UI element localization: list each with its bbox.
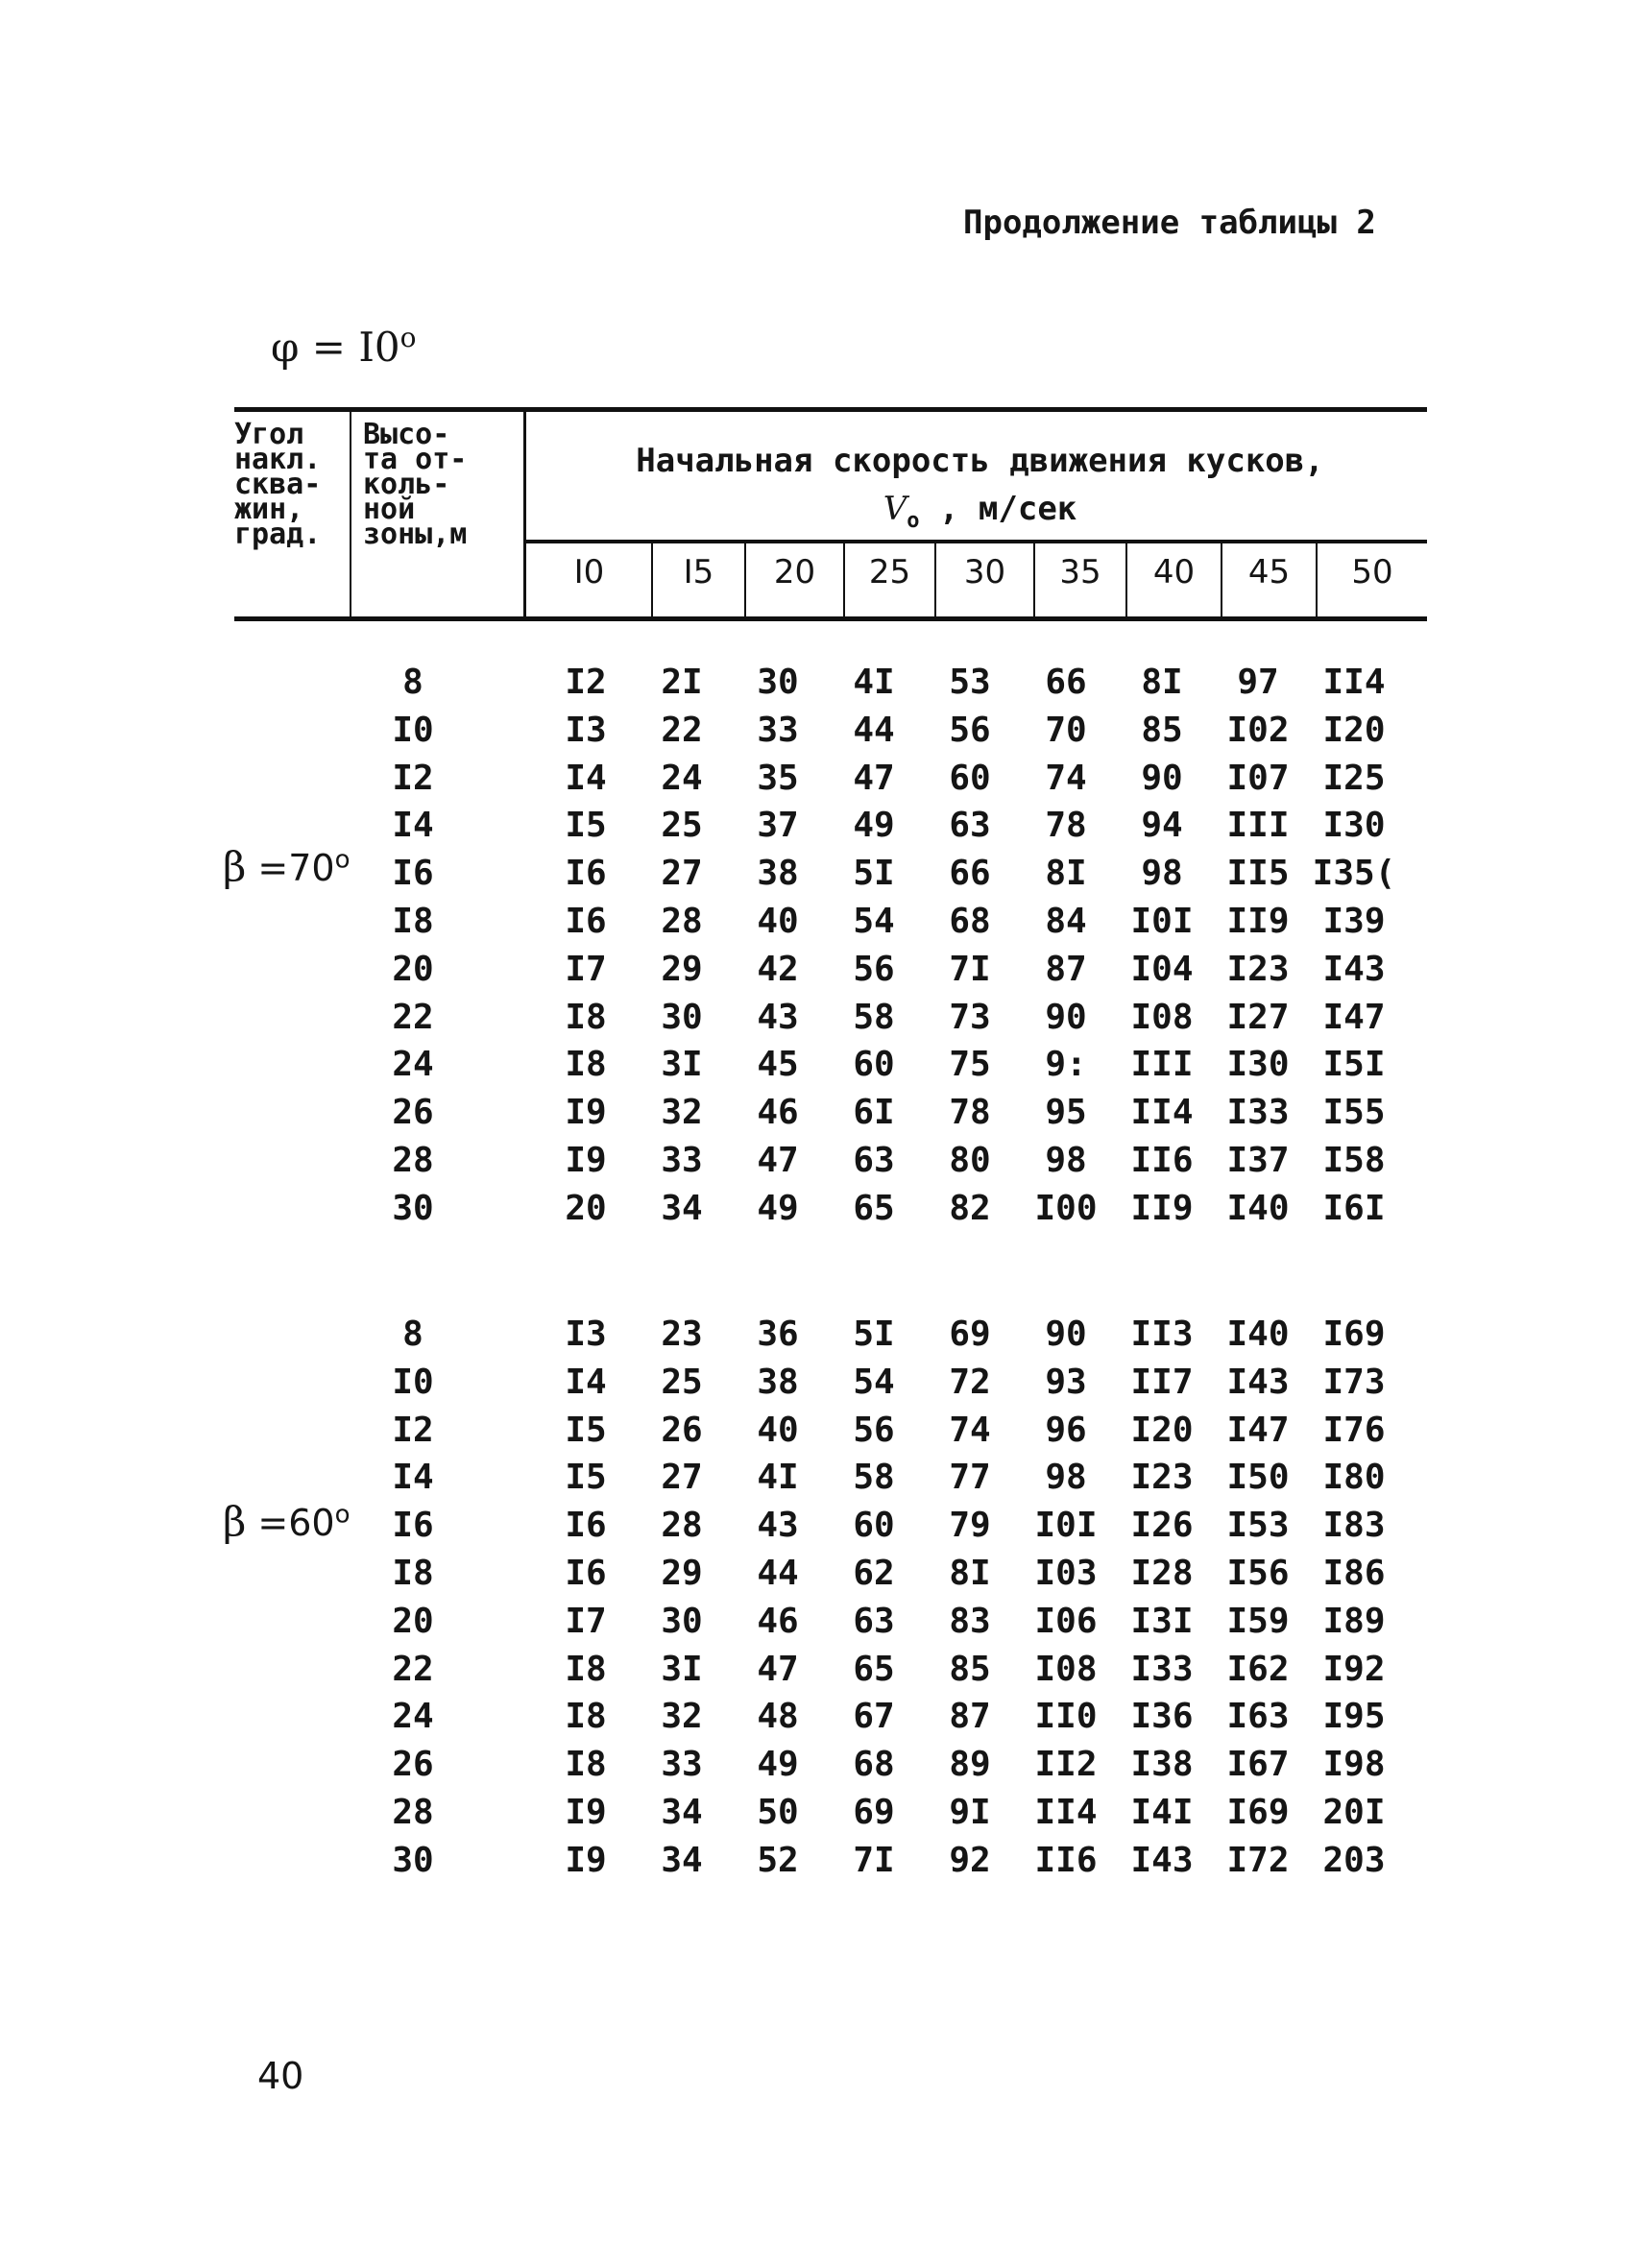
- height-cell: 30: [392, 1189, 434, 1228]
- value-cell: 45: [757, 1045, 799, 1084]
- value-cell: 44: [853, 711, 895, 750]
- value-cell: I38: [1130, 1745, 1194, 1784]
- beta-symbol: β: [223, 1498, 247, 1545]
- value-cell: 69: [949, 1315, 991, 1354]
- speed-values-header: [526, 547, 1434, 616]
- value-cell: I30: [1322, 806, 1386, 845]
- value-cell: 36: [757, 1315, 799, 1354]
- value-cell: 58: [853, 998, 895, 1037]
- height-cell: 24: [392, 1045, 434, 1084]
- value-cell: I5: [565, 1411, 607, 1450]
- height-cell: 20: [392, 950, 434, 989]
- value-cell: I8: [565, 1745, 607, 1784]
- value-cell: I3: [565, 1315, 607, 1354]
- value-cell: I72: [1226, 1841, 1290, 1880]
- value-cell: 87: [1045, 950, 1087, 989]
- value-cell: I67: [1226, 1745, 1290, 1784]
- value-cell: 68: [949, 902, 991, 941]
- value-cell: I23: [1226, 950, 1290, 989]
- phi-symbol: φ: [271, 324, 300, 371]
- value-cell: I9: [565, 1093, 607, 1132]
- value-cell: 8I: [949, 1554, 991, 1593]
- value-cell: 8I: [1141, 663, 1183, 702]
- value-cell: 90: [1141, 759, 1183, 798]
- value-cell: 32: [661, 1697, 703, 1736]
- height-cell: I4: [392, 806, 434, 845]
- value-cell: I3I: [1130, 1602, 1194, 1641]
- value-cell: 47: [853, 759, 895, 798]
- value-cell: 25: [661, 1363, 703, 1402]
- value-cell: I04: [1130, 950, 1194, 989]
- value-cell: 34: [661, 1841, 703, 1880]
- value-cell: 30: [757, 663, 799, 702]
- value-cell: 38: [757, 854, 799, 893]
- value-cell: I35(: [1312, 854, 1396, 893]
- value-cell: II3: [1130, 1315, 1194, 1354]
- header-divider-1: [350, 411, 351, 618]
- table-row: [538, 755, 1402, 803]
- value-cell: I3: [565, 711, 607, 750]
- phi-value: = I0: [299, 324, 400, 371]
- value-cell: I89: [1322, 1602, 1386, 1641]
- speed-group-header: [526, 437, 1434, 545]
- value-cell: I02: [1226, 711, 1290, 750]
- value-cell: II5: [1226, 854, 1290, 893]
- table-row: [538, 1454, 1402, 1502]
- value-cell: 90: [1045, 1315, 1087, 1354]
- table-row: [538, 1359, 1402, 1407]
- value-cell: 42: [757, 950, 799, 989]
- value-cell: I5I: [1322, 1045, 1386, 1084]
- value-cell: I28: [1130, 1554, 1194, 1593]
- value-cell: 29: [661, 950, 703, 989]
- value-cell: I6: [565, 902, 607, 941]
- value-cell: 33: [661, 1141, 703, 1180]
- value-cell: 69: [853, 1793, 895, 1832]
- value-cell: 70: [1045, 711, 1087, 750]
- value-cell: I8: [565, 1045, 607, 1084]
- value-cell: I55: [1322, 1093, 1386, 1132]
- value-cell: 74: [1045, 759, 1087, 798]
- value-cell: 44: [757, 1554, 799, 1593]
- height-cell: I2: [392, 759, 434, 798]
- speed-column-header: 35: [1059, 553, 1101, 591]
- table-row: [538, 1646, 1402, 1694]
- value-cell: 9I: [949, 1793, 991, 1832]
- value-cell: 5I: [853, 1315, 895, 1354]
- value-cell: I59: [1226, 1602, 1290, 1641]
- value-cell: 43: [757, 1506, 799, 1545]
- value-cell: I30: [1226, 1045, 1290, 1084]
- value-cell: 56: [949, 711, 991, 750]
- speed-subscript: o: [907, 508, 920, 533]
- value-cell: III: [1226, 806, 1290, 845]
- value-cell: II7: [1130, 1363, 1194, 1402]
- value-cell: I08: [1130, 998, 1194, 1037]
- height-cell: 22: [392, 1650, 434, 1689]
- speed-column-header: 45: [1247, 553, 1291, 591]
- table-row: [538, 994, 1402, 1042]
- value-cell: II4: [1322, 663, 1386, 702]
- value-cell: I8: [565, 998, 607, 1037]
- value-cell: I69: [1226, 1793, 1290, 1832]
- value-cell: 28: [661, 1506, 703, 1545]
- value-cell: I69: [1322, 1315, 1386, 1354]
- speed-column-header: I5: [683, 553, 714, 591]
- value-cell: I62: [1226, 1650, 1290, 1689]
- value-cell: 37: [757, 806, 799, 845]
- value-cell: 30: [661, 1602, 703, 1641]
- speed-unit-line: [526, 485, 1434, 545]
- height-cell: 20: [392, 1602, 434, 1641]
- value-cell: 65: [853, 1650, 895, 1689]
- value-cell: I23: [1130, 1458, 1194, 1497]
- value-cell: 62: [853, 1554, 895, 1593]
- value-cell: I56: [1226, 1554, 1290, 1593]
- value-cell: 93: [1045, 1363, 1087, 1402]
- value-cell: I4I: [1130, 1793, 1194, 1832]
- value-cell: 2I: [661, 663, 703, 702]
- speed-column-header: 30: [963, 553, 1006, 591]
- value-cell: 6I: [853, 1093, 895, 1132]
- value-cell: I80: [1322, 1458, 1386, 1497]
- value-cell: 26: [661, 1411, 703, 1450]
- value-cell: 29: [661, 1554, 703, 1593]
- value-cell: 98: [1045, 1458, 1087, 1497]
- value-cell: 83: [949, 1602, 991, 1641]
- value-cell: I47: [1226, 1411, 1290, 1450]
- value-cell: II6: [1130, 1141, 1194, 1180]
- beta-60-label: [223, 1498, 350, 1545]
- table-top-rule: [234, 407, 1427, 412]
- value-cell: II9: [1226, 902, 1290, 941]
- value-cell: I73: [1322, 1363, 1386, 1402]
- value-cell: I6I: [1322, 1189, 1386, 1228]
- table-row: [538, 802, 1402, 850]
- value-cell: I50: [1226, 1458, 1290, 1497]
- value-cell: 9:: [1045, 1045, 1087, 1084]
- value-cell: 24: [661, 759, 703, 798]
- value-cell: I47: [1322, 998, 1386, 1037]
- value-cell: I39: [1322, 902, 1386, 941]
- value-cell: I5: [565, 806, 607, 845]
- value-cell: 80: [949, 1141, 991, 1180]
- table-row: [538, 1741, 1402, 1789]
- value-cell: 48: [757, 1697, 799, 1736]
- value-cell: 98: [1045, 1141, 1087, 1180]
- value-cell: 79: [949, 1506, 991, 1545]
- value-cell: I36: [1130, 1697, 1194, 1736]
- value-cell: 52: [757, 1841, 799, 1880]
- value-cell: 27: [661, 1458, 703, 1497]
- value-cell: 4I: [757, 1458, 799, 1497]
- speed-symbol: V: [883, 490, 907, 528]
- value-cell: I4: [565, 759, 607, 798]
- height-cell: 28: [392, 1793, 434, 1832]
- value-cell: I4: [565, 1363, 607, 1402]
- table-header-bottom-rule: [234, 616, 1427, 621]
- value-cell: I03: [1034, 1554, 1098, 1593]
- value-cell: 75: [949, 1045, 991, 1084]
- value-cell: I0I: [1130, 902, 1194, 941]
- value-cell: 20: [565, 1189, 607, 1228]
- table-row: [538, 1598, 1402, 1646]
- speed-column-header: 25: [868, 553, 911, 591]
- value-cell: 8I: [1045, 854, 1087, 893]
- angle-column-header: Угол накл. сква- жин, град.: [234, 418, 322, 551]
- value-cell: 46: [757, 1093, 799, 1132]
- value-cell: 49: [757, 1745, 799, 1784]
- height-cell: I6: [392, 854, 434, 893]
- value-cell: II4: [1034, 1793, 1098, 1832]
- value-cell: 68: [853, 1745, 895, 1784]
- value-cell: I83: [1322, 1506, 1386, 1545]
- value-cell: 60: [949, 759, 991, 798]
- height-cell: 28: [392, 1141, 434, 1180]
- height-cell: 24: [392, 1697, 434, 1736]
- value-cell: 54: [853, 1363, 895, 1402]
- value-cell: 73: [949, 998, 991, 1037]
- value-cell: I9: [565, 1141, 607, 1180]
- beta-degree-mark: o: [334, 1500, 351, 1530]
- value-cell: I20: [1130, 1411, 1194, 1450]
- value-cell: I58: [1322, 1141, 1386, 1180]
- value-cell: I33: [1130, 1650, 1194, 1689]
- value-cell: I2: [565, 663, 607, 702]
- table-row: [538, 707, 1402, 755]
- height-cell: 26: [392, 1093, 434, 1132]
- height-cell: 30: [392, 1841, 434, 1880]
- value-cell: I7: [565, 950, 607, 989]
- table-row: [538, 1311, 1402, 1359]
- beta-value: =60: [246, 1502, 335, 1544]
- value-cell: I95: [1322, 1697, 1386, 1736]
- value-cell: 63: [853, 1602, 895, 1641]
- value-cell: 34: [661, 1189, 703, 1228]
- value-cell: 34: [661, 1793, 703, 1832]
- value-cell: 35: [757, 759, 799, 798]
- value-cell: I33: [1226, 1093, 1290, 1132]
- value-cell: 78: [949, 1093, 991, 1132]
- height-cell: I6: [392, 1506, 434, 1545]
- value-cell: 94: [1141, 806, 1183, 845]
- value-cell: 49: [757, 1189, 799, 1228]
- phi-angle-label: [271, 322, 417, 371]
- value-cell: I98: [1322, 1745, 1386, 1784]
- height-cell: I0: [392, 1363, 434, 1402]
- value-cell: 23: [661, 1315, 703, 1354]
- value-cell: 85: [1141, 711, 1183, 750]
- value-cell: 92: [949, 1841, 991, 1880]
- speed-column-header: 40: [1152, 553, 1196, 591]
- value-cell: 56: [853, 1411, 895, 1450]
- value-cell: II2: [1034, 1745, 1098, 1784]
- value-cell: 54: [853, 902, 895, 941]
- value-cell: I9: [565, 1841, 607, 1880]
- value-cell: I5: [565, 1458, 607, 1497]
- speed-unit: , м/сек: [919, 490, 1077, 528]
- value-cell: 28: [661, 902, 703, 941]
- value-cell: 63: [949, 806, 991, 845]
- value-cell: 87: [949, 1697, 991, 1736]
- value-cell: I7: [565, 1602, 607, 1641]
- table-row: [538, 898, 1402, 946]
- value-cell: I40: [1226, 1189, 1290, 1228]
- value-cell: I86: [1322, 1554, 1386, 1593]
- table-row: [538, 850, 1402, 898]
- height-column-header: Высо- та от- коль- ной зоны,м: [363, 418, 468, 551]
- table-row: [538, 1789, 1402, 1837]
- value-cell: 66: [1045, 663, 1087, 702]
- table-row: [538, 659, 1402, 707]
- table-row: [538, 1407, 1402, 1455]
- table-row: [538, 946, 1402, 994]
- height-cell: I0: [392, 711, 434, 750]
- value-cell: I26: [1130, 1506, 1194, 1545]
- value-cell: 4I: [853, 663, 895, 702]
- value-cell: 49: [853, 806, 895, 845]
- value-cell: 50: [757, 1793, 799, 1832]
- value-cell: 38: [757, 1363, 799, 1402]
- value-cell: II4: [1130, 1093, 1194, 1132]
- value-cell: I6: [565, 854, 607, 893]
- value-cell: 7I: [949, 950, 991, 989]
- value-cell: 63: [853, 1141, 895, 1180]
- value-cell: 84: [1045, 902, 1087, 941]
- value-cell: 53: [949, 663, 991, 702]
- value-cell: I07: [1226, 759, 1290, 798]
- height-cell: 22: [392, 998, 434, 1037]
- value-cell: 47: [757, 1141, 799, 1180]
- speed-column-header: 20: [773, 553, 816, 591]
- table-row: [538, 1837, 1402, 1885]
- value-cell: I9: [565, 1793, 607, 1832]
- value-cell: 82: [949, 1189, 991, 1228]
- value-cell: II6: [1034, 1841, 1098, 1880]
- value-cell: 98: [1141, 854, 1183, 893]
- height-cell: I8: [392, 902, 434, 941]
- value-cell: 46: [757, 1602, 799, 1641]
- value-cell: 40: [757, 902, 799, 941]
- speed-column-header: 50: [1351, 553, 1393, 591]
- height-cell: I4: [392, 1458, 434, 1497]
- value-cell: 97: [1237, 663, 1279, 702]
- value-cell: 67: [853, 1697, 895, 1736]
- height-cell: 8: [402, 1315, 423, 1354]
- value-cell: I8: [565, 1650, 607, 1689]
- value-cell: 30: [661, 998, 703, 1037]
- value-cell: 96: [1045, 1411, 1087, 1450]
- value-cell: 3I: [661, 1650, 703, 1689]
- beta-value: =70: [246, 847, 335, 889]
- value-cell: I53: [1226, 1506, 1290, 1545]
- value-cell: 66: [949, 854, 991, 893]
- height-cell: 26: [392, 1745, 434, 1784]
- value-cell: I08: [1034, 1650, 1098, 1689]
- value-cell: II0: [1034, 1697, 1098, 1736]
- value-cell: 33: [757, 711, 799, 750]
- value-cell: I43: [1322, 950, 1386, 989]
- value-cell: I8: [565, 1697, 607, 1736]
- value-cell: 95: [1045, 1093, 1087, 1132]
- value-cell: I63: [1226, 1697, 1290, 1736]
- table-row: [538, 1137, 1402, 1185]
- table-row: [538, 1089, 1402, 1137]
- beta-degree-mark: o: [334, 845, 351, 875]
- speed-column-header: I0: [573, 553, 605, 591]
- value-cell: 60: [853, 1045, 895, 1084]
- beta-70-label: [223, 843, 350, 890]
- value-cell: I00: [1034, 1189, 1098, 1228]
- value-cell: I43: [1226, 1363, 1290, 1402]
- table-row: [538, 1693, 1402, 1741]
- value-cell: I06: [1034, 1602, 1098, 1641]
- value-cell: I20: [1322, 711, 1386, 750]
- value-cell: 22: [661, 711, 703, 750]
- value-cell: I43: [1130, 1841, 1194, 1880]
- value-cell: I6: [565, 1554, 607, 1593]
- value-cell: I76: [1322, 1411, 1386, 1450]
- value-cell: 40: [757, 1411, 799, 1450]
- value-cell: 77: [949, 1458, 991, 1497]
- beta-symbol: β: [223, 843, 247, 890]
- value-cell: 20I: [1322, 1793, 1386, 1832]
- value-cell: 25: [661, 806, 703, 845]
- table-row: [538, 1041, 1402, 1089]
- value-cell: I6: [565, 1506, 607, 1545]
- value-cell: 3I: [661, 1045, 703, 1084]
- value-cell: 7I: [853, 1841, 895, 1880]
- value-cell: 60: [853, 1506, 895, 1545]
- value-cell: 78: [1045, 806, 1087, 845]
- value-cell: I40: [1226, 1315, 1290, 1354]
- value-cell: III: [1130, 1045, 1194, 1084]
- speed-group-title: Начальная скорость движения кусков,: [636, 442, 1324, 480]
- value-cell: I0I: [1034, 1506, 1098, 1545]
- height-cell: 8: [402, 663, 423, 702]
- height-cell: I2: [392, 1411, 434, 1450]
- value-cell: 5I: [853, 854, 895, 893]
- page-number: 40: [257, 2055, 304, 2097]
- value-cell: 90: [1045, 998, 1087, 1037]
- value-cell: 203: [1322, 1841, 1386, 1880]
- value-cell: 27: [661, 854, 703, 893]
- value-cell: 56: [853, 950, 895, 989]
- value-cell: I27: [1226, 998, 1290, 1037]
- value-cell: 43: [757, 998, 799, 1037]
- value-cell: 65: [853, 1189, 895, 1228]
- value-cell: 74: [949, 1411, 991, 1450]
- table-row: [538, 1502, 1402, 1550]
- phi-degree-mark: o: [399, 322, 417, 353]
- value-cell: 32: [661, 1093, 703, 1132]
- value-cell: I37: [1226, 1141, 1290, 1180]
- value-cell: I92: [1322, 1650, 1386, 1689]
- height-cell: I8: [392, 1554, 434, 1593]
- table-row: [538, 1550, 1402, 1598]
- value-cell: 85: [949, 1650, 991, 1689]
- value-cell: 58: [853, 1458, 895, 1497]
- value-cell: II9: [1130, 1189, 1194, 1228]
- continuation-caption: Продолжение таблицы 2: [963, 204, 1376, 242]
- value-cell: 33: [661, 1745, 703, 1784]
- value-cell: 72: [949, 1363, 991, 1402]
- value-cell: 89: [949, 1745, 991, 1784]
- value-cell: I25: [1322, 759, 1386, 798]
- value-cell: 47: [757, 1650, 799, 1689]
- table-row: [538, 1185, 1402, 1233]
